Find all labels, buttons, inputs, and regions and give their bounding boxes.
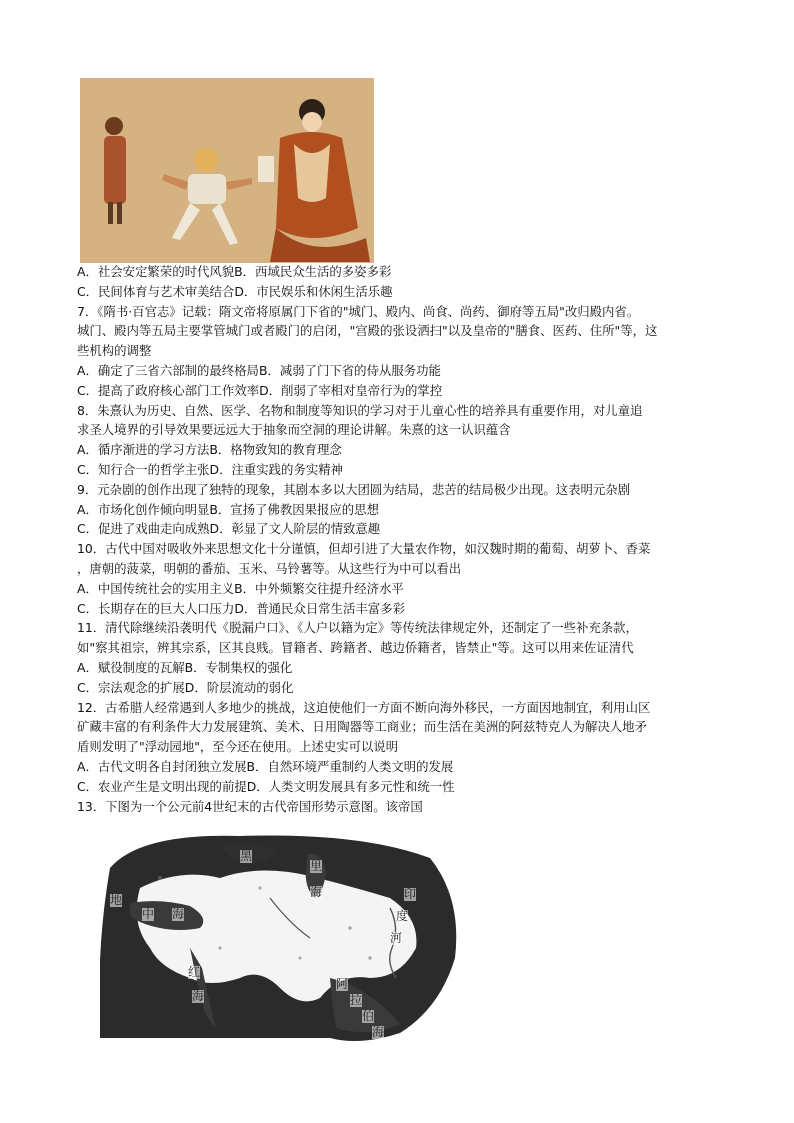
q6-option-c-d: C．民间体育与艺术审美结合D．市民娱乐和休闲生活乐趣 <box>77 283 393 299</box>
q12-stem-2: 矿藏丰富的有利条件大力发展建筑、美术、日用陶器等工商业；而生活在美洲的阿兹特克人为解决人地矛 <box>77 719 647 735</box>
q10-stem-1: 10．古代中国对吸收外来思想文化十分谨慎，但却引进了大量农作物，如汉魏时期的葡萄、胡萝卜、香菜 <box>77 541 651 557</box>
q10-stem-2: ，唐朝的菠菜，明朝的番茄、玉米、马铃薯等。从这些行为中可以看出 <box>77 560 462 576</box>
q7-option-c-d: C．提高了政府核心部门工作效率D．削弱了宰相对皇帝行为的掌控 <box>77 382 443 398</box>
label-yin: 印 <box>404 887 417 901</box>
q9-stem-1: 9．元杂剧的创作出现了独特的现象，其剧本多以大团圆为结局，悲苦的结局极少出现。这表明元杂剧 <box>77 481 631 497</box>
q11-stem-1: 11．清代除继续沿袭明代《脱漏户口》、《人户以籍为定》等传统法律规定外，还制定了一些补充条款， <box>77 620 638 636</box>
mural-illustration <box>80 78 374 263</box>
q10-option-c-d: C．长期存在的巨大人口压力D．普通民众日常生活丰富多彩 <box>77 600 405 616</box>
label-di: 地 <box>110 893 123 907</box>
q12-option-a-b: A．古代文明各自封闭独立发展B．自然环境严重制约人类文明的发展 <box>77 758 454 774</box>
label-li: 里 <box>310 859 323 873</box>
label-he: 河 <box>390 931 403 945</box>
q12-stem-3: 盾则发明了"浮动园地"，至今还在使用。上述史实可以说明 <box>77 739 399 755</box>
label-hai-arab: 海 <box>372 1025 385 1039</box>
label-bo: 伯 <box>362 1009 375 1023</box>
q7-option-a-b: A．确定了三省六部制的最终格局B．减弱了门下省的侍从服务功能 <box>77 362 441 378</box>
label-la: 拉 <box>350 993 363 1007</box>
q11-option-a-b: A．赋役制度的瓦解B．专制集权的强化 <box>77 659 293 675</box>
q12-option-c-d: C．农业产生是文明出现的前提D．人类文明发展具有多元性和统一性 <box>77 778 455 794</box>
label-black-sea: 黑 <box>240 849 253 863</box>
q9-option-a-b: A．市场化创作倾向明显B．宣扬了佛教因果报应的思想 <box>77 501 379 517</box>
empire-map <box>100 828 462 1046</box>
q7-stem-1: 7．《隋书·百官志》记载：隋文帝将原属门下省的"城门、殿内、尚食、尚药、御府等五局"改归殿内省。 <box>77 303 640 319</box>
q9-option-c-d: C．促进了戏曲走向成熟D．彰显了文人阶层的情致意趣 <box>77 521 381 537</box>
map-illustration <box>100 828 462 1046</box>
q13-stem-1: 13．下图为一个公元前4世纪末的古代帝国形势示意图。该帝国 <box>77 798 423 814</box>
q7-stem-3: 些机构的调整 <box>77 343 152 359</box>
label-hai-caspian: 海 <box>310 885 323 899</box>
label-hai-med: 海 <box>172 907 185 921</box>
q6-option-a-b: A．社会安定繁荣的时代风貌B．西域民众生活的多姿多彩 <box>77 264 392 279</box>
mural-image <box>80 78 374 263</box>
q11-option-c-d: C．宗法观念的扩展D．阶层流动的弱化 <box>77 679 294 695</box>
q7-stem-2: 城门、殿内等五局主要掌管城门或者殿门的启闭，"宫殿的张设洒扫"以及皇帝的"膳食、医药、住所"等，这 <box>77 323 658 339</box>
q8-stem-2: 求圣人境界的引导效果要远远大于抽象而空洞的理论讲解。朱熹的这一认识蕴含 <box>77 422 511 438</box>
q11-stem-2: 如"察其祖宗，辨其宗系，区其良贱。冒籍者、跨籍者、越边侨籍者，皆禁止"等。这可以用来佐证清代 <box>77 640 634 656</box>
q10-option-a-b: A．中国传统社会的实用主义B．中外频繁交往提升经济水平 <box>77 580 404 596</box>
q8-stem-1: 8．朱熹认为历史、自然、医学、名物和制度等知识的学习对于儿童心性的培养具有重要作用，对儿童追 <box>77 402 643 418</box>
q12-stem-1: 12．古希腊人经常遇到人多地少的挑战，这迫使他们一方面不断向海外移民，一方面因地制宜，利用山区 <box>77 699 651 715</box>
label-hai-red: 海 <box>192 989 205 1003</box>
question-content <box>77 262 727 816</box>
label-zhong: 中 <box>142 907 155 921</box>
label-hong: 红 <box>188 965 201 979</box>
q8-option-c-d: C．知行合一的哲学主张D．注重实践的务实精神 <box>77 461 344 477</box>
label-du: 度 <box>396 909 409 923</box>
label-a: 阿 <box>336 977 349 991</box>
q8-option-a-b: A．循序渐进的学习方法B．格物致知的教育理念 <box>77 442 342 458</box>
